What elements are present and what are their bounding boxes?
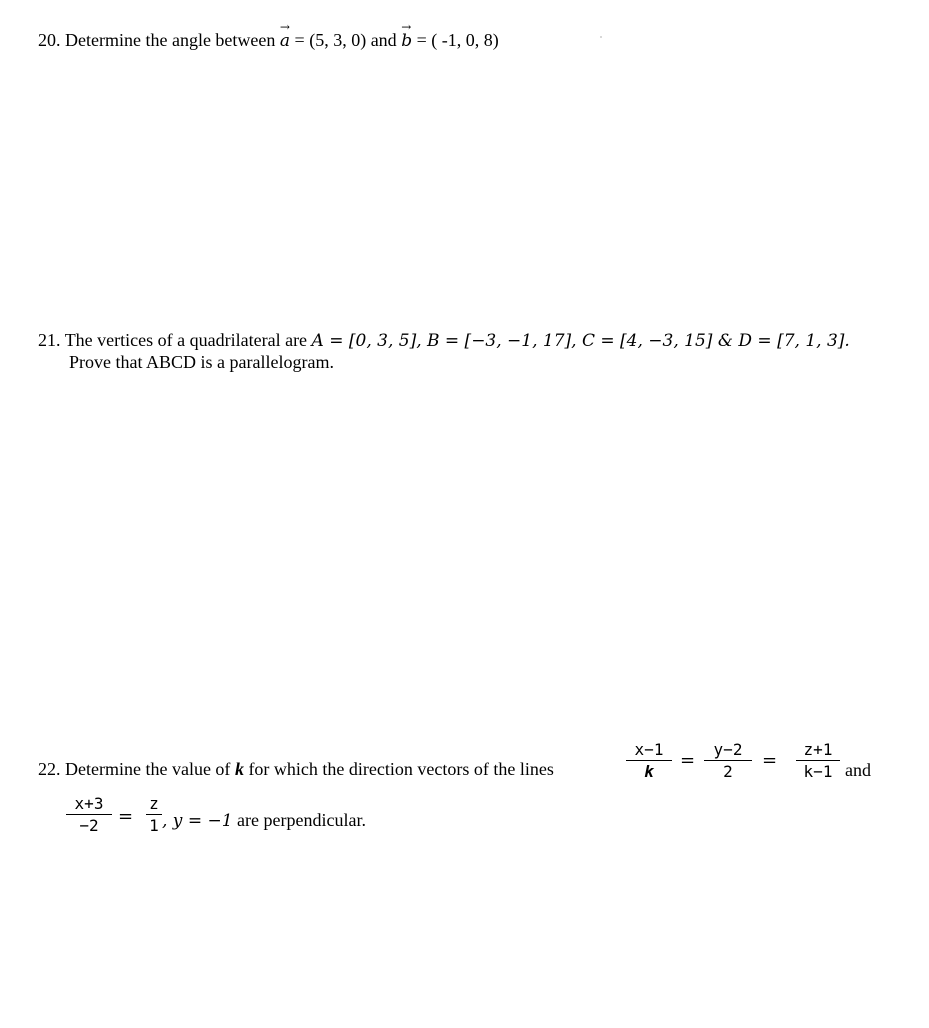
fraction-x [626,740,672,782]
question-22-line2 [162,810,366,831]
q22-number: 22. [38,759,61,779]
question-22-line1 [38,759,554,780]
fraction-x2-num: x+3 [74,794,104,813]
q22-perpendicular: are perpendicular. [237,810,366,830]
question-20 [38,20,499,52]
fraction-bar [146,814,162,815]
vector-a: → a [279,20,291,51]
q20-text: Determine the angle between [65,30,276,50]
q22-text-a: Determine the value of [65,759,231,779]
fraction-z2-num: z [149,794,159,813]
equals-sign: = [762,750,778,771]
fraction-z2-den: 1 [149,816,159,835]
fraction-z-num: z+1 [803,740,833,759]
fraction-x2 [66,794,112,836]
fraction-bar [796,760,840,761]
q22-y-eq: , y = −1 [162,811,233,831]
vector-b: → b [401,20,413,51]
fraction-y-num: y−2 [713,740,743,759]
equals-sign: = [118,806,134,827]
scan-artifact [600,36,602,38]
fraction-bar [704,760,752,761]
q21-text: The vertices of a quadrilateral are [64,330,308,350]
fraction-bar [626,760,672,761]
q21-prove: Prove that ABCD is a parallelogram. [69,352,334,372]
vector-arrow-icon: → [401,20,412,34]
equals-sign: = [680,750,696,771]
fraction-z-den: k−1 [803,762,833,781]
q22-text-b: for which the direction vectors of the lines [248,759,554,779]
vector-a-value: = (5, 3, 0) [294,30,367,50]
fraction-z [796,740,840,782]
fraction-z2 [146,794,162,836]
q20-and: and [370,30,397,50]
q20-number: 20. [38,30,61,50]
fraction-y [704,740,752,782]
vector-arrow-icon: → [279,20,290,34]
fraction-x2-den: −2 [79,816,99,835]
fraction-x-num: x−1 [634,740,664,759]
q22-k: k [234,759,244,779]
q21-number: 21. [38,330,61,350]
fraction-y-den: 2 [723,762,733,781]
q21-vertices: A = [0, 3, 5], B = [−3, −1, 17], C = [4, −3, 15] & D = [7, 1, 3]. [311,331,850,351]
fraction-x-den: k [644,762,654,781]
vector-b-value: = ( -1, 0, 8) [416,30,499,50]
fraction-bar [66,814,112,815]
q22-and: and [845,760,871,780]
question-21 [38,329,850,372]
